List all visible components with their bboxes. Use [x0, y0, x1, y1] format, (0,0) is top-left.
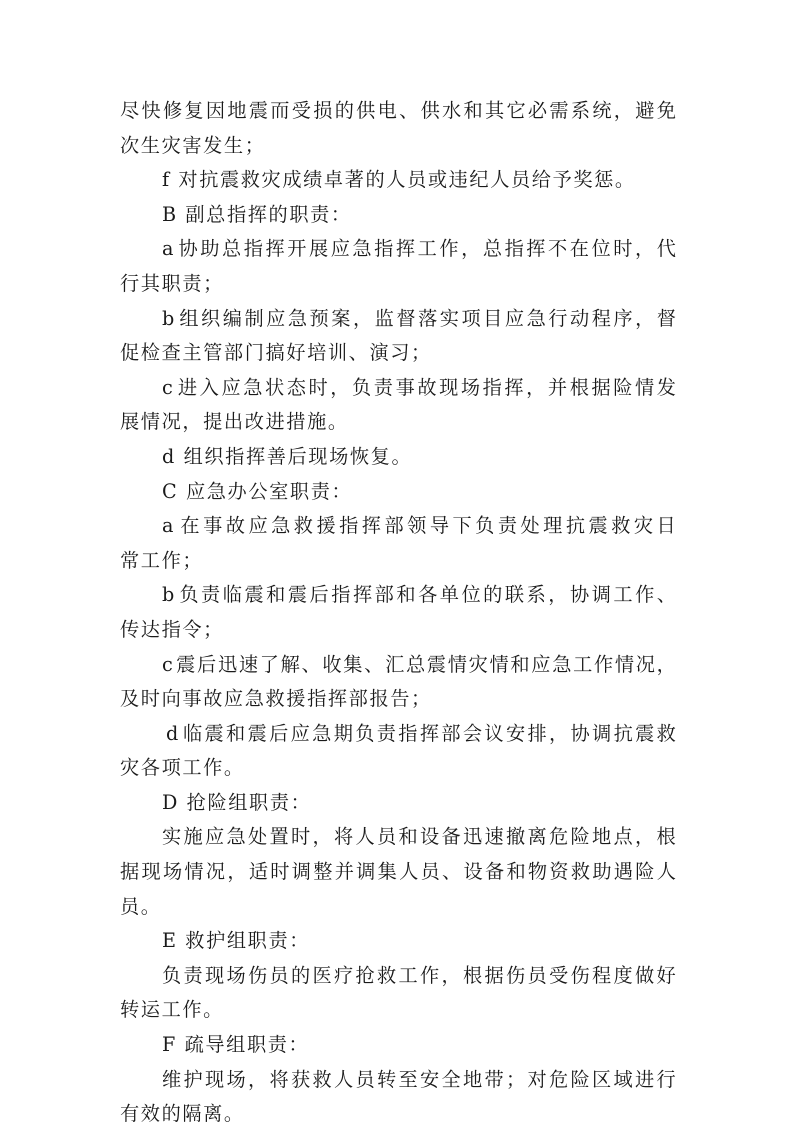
document-body — [120, 94, 676, 1132]
paragraph-line: 及时向事故应急救援指挥部报告； — [120, 687, 432, 711]
paragraph-line: 有效的隔离。 — [120, 1102, 245, 1126]
paragraph-line: a 协 助 总 指 挥 开 展 应 急 指 挥 工 作 ， 总 指 挥 不 在 位 时 ， 代 — [162, 237, 676, 261]
paragraph-line: 行其职责； — [120, 271, 224, 295]
paragraph-line: 实 施 应 急 处 置 时 ， 将 人 员 和 设 备 迅 速 撤 离 危 险 地 点 ， 根 — [162, 825, 676, 849]
paragraph-line: 灾各项工作。 — [120, 756, 245, 780]
paragraph-line: 尽 快 修 复 因 地 震 而 受 损 的 供 电 、 供 水 和 其 它 必 需 系 统 ， 避 免 — [120, 99, 676, 122]
paragraph-line: 次生灾害发生； — [120, 133, 266, 157]
paragraph-line: 员。 — [120, 894, 162, 918]
paragraph-line: 促检查主管部门搞好培训、演习； — [120, 341, 432, 365]
paragraph-line: a 在 事 故 应 急 救 援 指 挥 部 领 导 下 负 责 处 理 抗 震 救 灾 日 — [162, 514, 676, 538]
paragraph-line: b 负 责 临 震 和 震 后 指 挥 部 和 各 单 位 的 联 系 ， 协 调 工 作 、 — [162, 583, 676, 607]
section-heading: E 救护组职责： — [162, 929, 311, 953]
paragraph-line: f 对抗震救灾成绩卓著的人员或违纪人员给予奖惩。 — [162, 168, 636, 192]
paragraph-line: c 震 后 迅 速 了 解 、 收 集 、 汇 总 震 情 灾 情 和 应 急 工 作 情 况 ， — [162, 652, 676, 676]
paragraph-line: d 临 震 和 震 后 应 急 期 负 责 指 挥 部 会 议 安 排 ， 协 调 抗 震 救 — [166, 721, 676, 745]
paragraph-line: 常工作； — [120, 548, 204, 572]
paragraph-line: 据 现 场 情 况 ， 适 时 调 整 并 调 集 人 员 、 设 备 和 物 资 救 助 遇 险 人 — [120, 860, 676, 884]
section-heading: F 疏导组职责： — [162, 1033, 310, 1057]
paragraph-line: c 进 入 应 急 状 态 时 ， 负 责 事 故 现 场 指 挥 ， 并 根 据 险 情 发 — [162, 375, 676, 399]
paragraph-line: 转运工作。 — [120, 998, 224, 1022]
section-heading: B 副总指挥的职责： — [162, 202, 352, 226]
section-heading: C 应急办公室职责： — [162, 479, 353, 503]
paragraph-line: 传达指令； — [120, 617, 224, 641]
paragraph-line: d 组织指挥善后现场恢复。 — [162, 444, 413, 468]
paragraph-line: 维 护 现 场 ， 将 获 救 人 员 转 至 安 全 地 带 ； 对 危 险 区 域 进 行 — [162, 1067, 676, 1091]
paragraph-line: b 组 织 编 制 应 急 预 案 ， 监 督 落 实 项 目 应 急 行 动 程 序 ， 督 — [162, 306, 676, 330]
paragraph-line: 展情况，提出改进措施。 — [120, 410, 349, 434]
section-heading: D 抢险组职责： — [162, 790, 312, 814]
paragraph-line: 负 责 现 场 伤 员 的 医 疗 抢 救 工 作 ， 根 据 伤 员 受 伤 程 度 做 好 — [162, 963, 676, 987]
